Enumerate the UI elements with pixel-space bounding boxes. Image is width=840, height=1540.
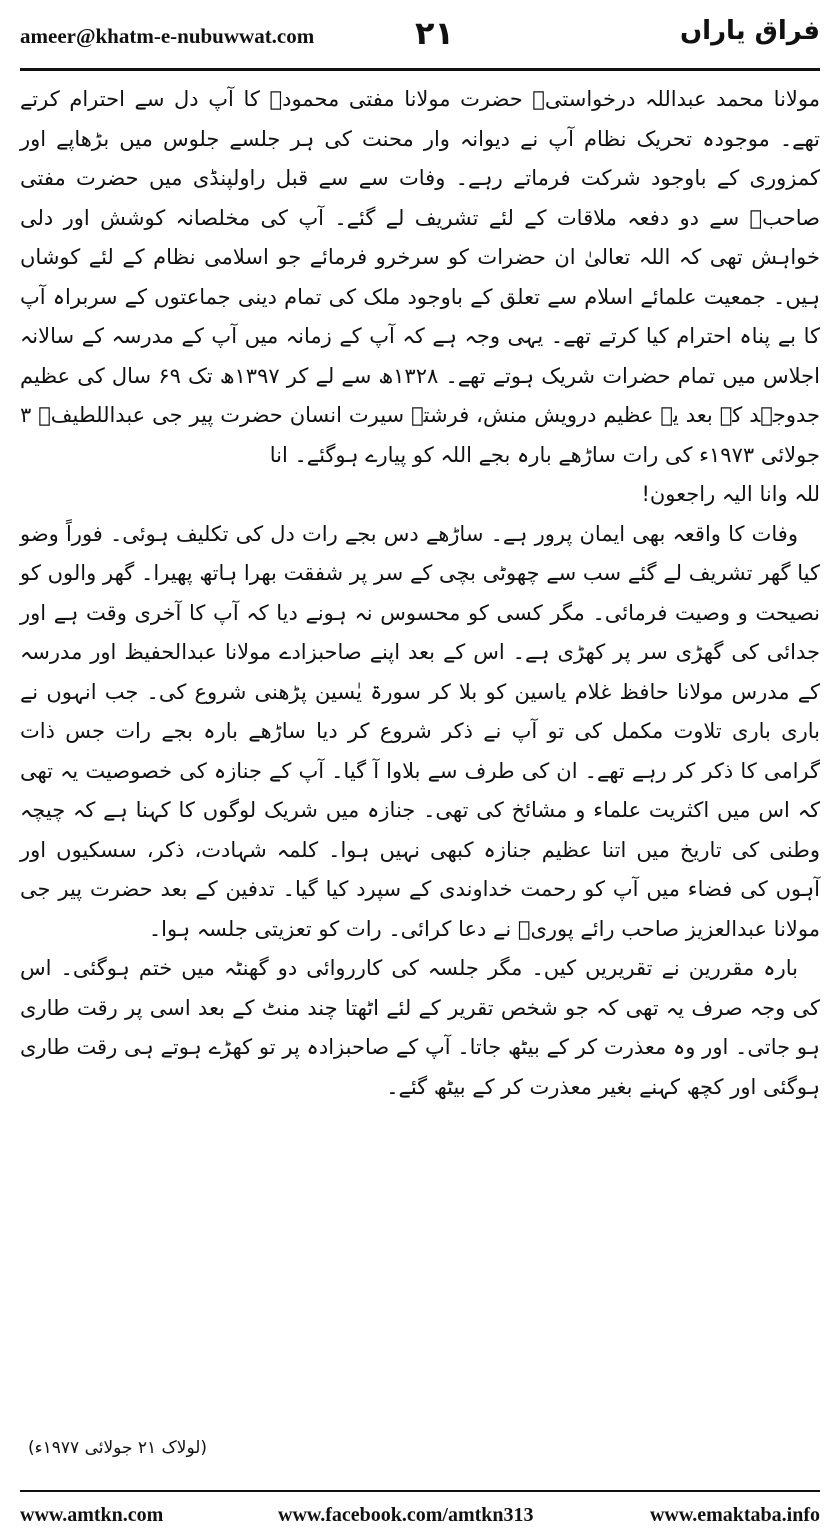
footer-link-facebook[interactable]: www.facebook.com/amtkn313 — [278, 1504, 534, 1526]
page-footer — [20, 1500, 820, 1530]
paragraph-1: مولانا محمد عبداللہ درخواستیؒ حضرت مولانا مفتی محمودؒ کا آپ دل سے احترام کرتے تھے۔ موجودہ تحریک نظام آپ نے دیوانہ وار محنت کی ہر جلسے جلوس میں بڑھاپے اور کمزوری کے باوجود شرکت فرماتے رہے۔ وفات سے سے قبل راولپنڈی میں حضرت مفتی صاحبؒ سے دو دفعہ ملاقات کے لئے تشریف لے گئے۔ آپ کی مخلصانہ کوشش اور دلی خواہش تھی کہ اللہ تعالیٰ ان حضرات کو سرخرو فرمائے جو اسلامی نظام کے لئے کوشاں ہیں۔ جمعیت علمائے اسلام سے تعلق کے باوجود ملک کی تمام دینی جماعتوں کے سربراہ آپ کا بے پناہ احترام کیا کرتے تھے۔ یہی وجہ ہے کہ آپ کے زمانہ میں آپ کے مدرسہ کے سالانہ اجلاس میں تمام حضرات شریک ہوتے تھے۔ ۱۳۲۸ھ سے لے کر ۱۳۹۷ھ تک ۶۹ سال کی عظیم جدوجہد کے بعد یہ عظیم درویش منش، فرشتہ سیرت انسان حضرت پیر جی عبداللطیفؒ ۳ جولائی ۱۹۷۳ء کی رات ساڑھے بارہ بجے اللہ کو پیارے ہوگئے۔ انا — [20, 87, 820, 467]
paragraph-2-arabic: للہ وانا الیہ راجعون! — [641, 482, 820, 506]
header-email: ameer@khatm-e-nubuwwat.com — [20, 24, 315, 48]
paragraph-3: وفات کا واقعہ بھی ایمان پرور ہے۔ ساڑھے دس بجے رات دل کی تکلیف ہوئی۔ فوراً وضو کیا گھر تشریف لے گئے سب سے چھوٹی بچی کے سر پر شفقت بھرا ہاتھ پھیرا۔ گھر والوں کو نصیحت و وصیت فرمائی۔ مگر کسی کو محسوس نہ ہونے دیا کہ آپ کا آخری وقت ہے اور جدائی کی گھڑی سر پر کھڑی ہے۔ اس کے بعد اپنے صاحبزادے مولانا عبدالحفیظ اور مدرسہ کے مدرس مولانا حافظ غلام یاسین کو بلا کر سورۃ یٰسین پڑھنی شروع کی۔ جب انہوں نے باری باری تلاوت مکمل کی تو آپ نے ذکر شروع کر دیا ساڑھے بارہ بجے رات جس ذات گرامی کا ذکر کر رہے تھے۔ ان کی طرف سے بلاوا آ گیا۔ آپ کے جنازہ کی خصوصیت یہ تھی کہ اس میں اکثریت علماء و مشائخ کی تھی۔ جنازہ میں شریک لوگوں کا کہنا ہے کہ چیچہ وطنی کی تاریخ میں اتنا عظیم جنازہ کبھی نہیں ہوا۔ کلمہ شہادت، ذکر، سسکیوں اور آہوں کی فضاء میں آپ کو رحمت خداوندی کے سپرد کیا گیا۔ تدفین کے بعد حضرت پیر جی مولانا عبدالعزیز صاحب رائے پوریؒ نے دعا کرائی۔ رات کو تعزیتی جلسہ ہوا۔ — [20, 521, 820, 941]
footer-divider — [20, 1490, 820, 1492]
header-divider — [20, 68, 820, 71]
book-title: فراق یاراں — [679, 16, 820, 46]
article-body — [20, 80, 820, 1107]
page-number: ۲۱ — [415, 14, 455, 52]
footer-link-amtkn[interactable]: www.amtkn.com — [20, 1504, 164, 1526]
page-header — [20, 14, 820, 64]
footer-link-emaktaba[interactable]: www.emaktaba.info — [649, 1504, 820, 1526]
source-citation: (لولاک ۲۱ جولائی ۱۹۷۷ء) — [28, 1438, 208, 1458]
paragraph-4: بارہ مقررین نے تقریریں کیں۔ مگر جلسہ کی کارروائی دو گھنٹہ میں ختم ہوگئی۔ اس کی وجہ صرف یہ تھی کہ جو شخص تقریر کے لئے اٹھتا چند منٹ کے بعد اسی پر رقت طاری ہو جاتی۔ اور وہ معذرت کر کے بیٹھ جاتا۔ آپ کے صاحبزادہ پر تو کھڑے ہوتے ہی رقت طاری ہوگئی اور کچھ کہنے بغیر معذرت کر کے بیٹھ گئے۔ — [20, 956, 820, 1099]
